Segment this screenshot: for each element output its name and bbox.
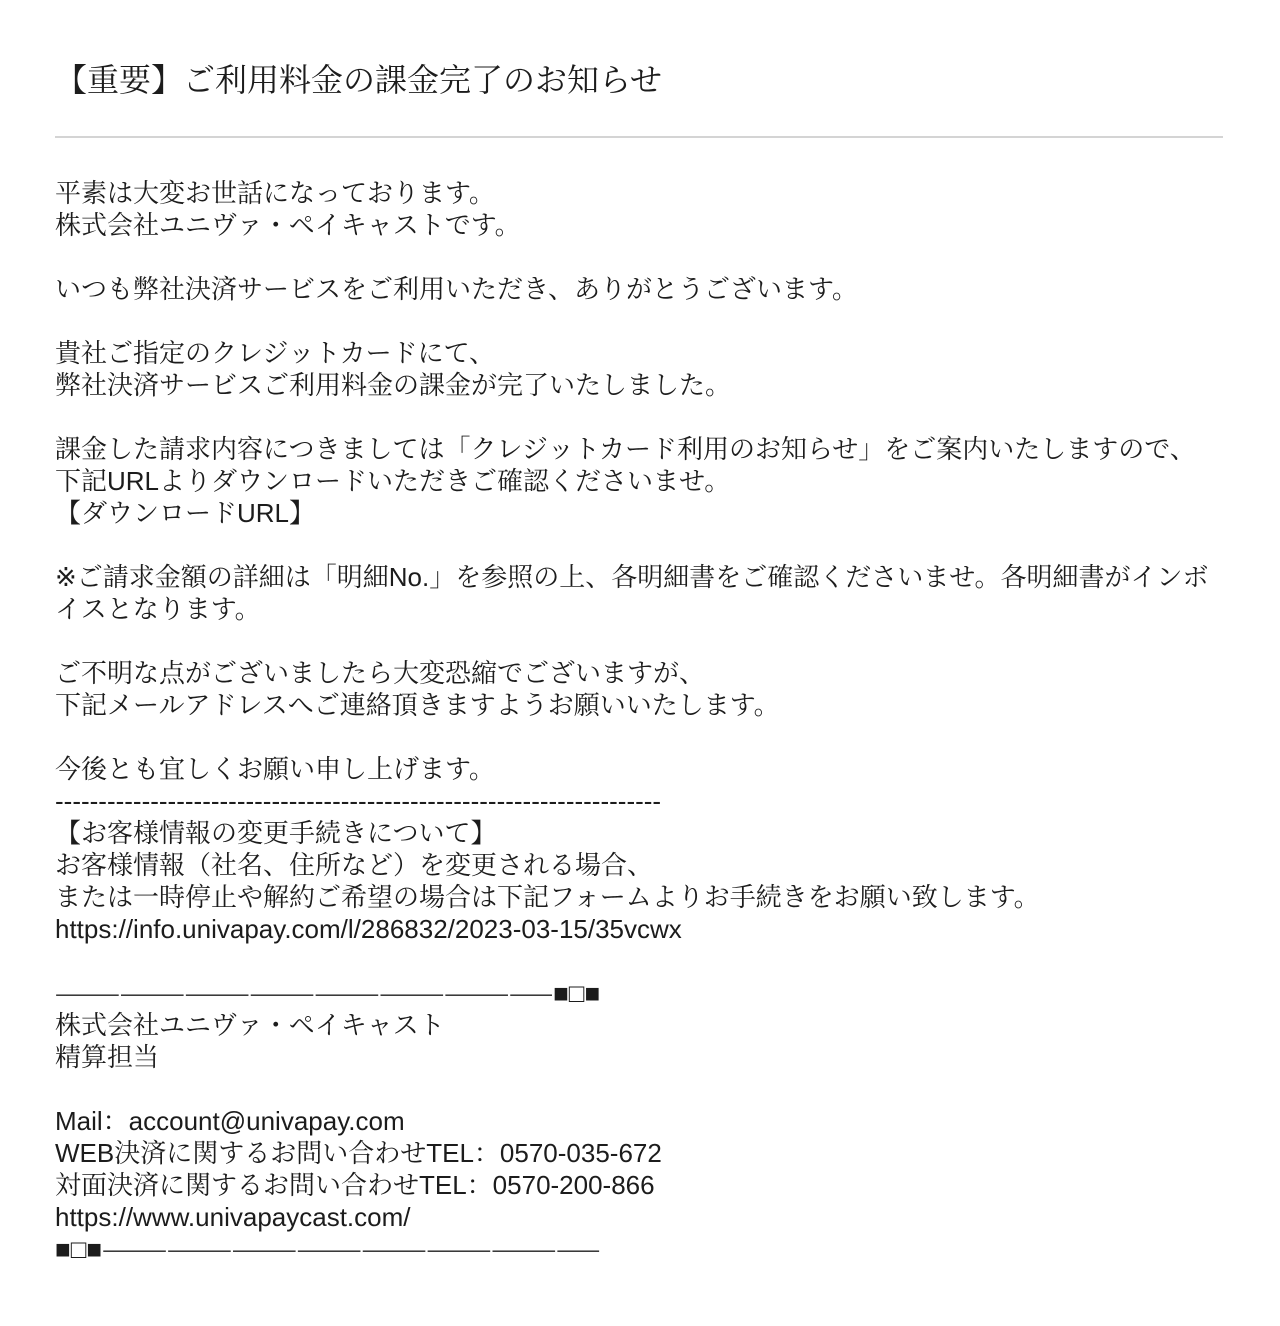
- signature-face-tel: 対面決済に関するお問い合わせTEL：0570-200-866: [55, 1170, 655, 1200]
- thanks-line: いつも弊社決済サービスをご利用いただき、ありがとうございます。: [55, 274, 858, 304]
- charge-notice-line-1: 貴社ご指定のクレジットカードにて、: [55, 338, 496, 368]
- email-content: [55, 177, 1227, 1265]
- thanks-paragraph: [55, 273, 1227, 305]
- change-procedure-line-1: お客様情報（社名、住所など）を変更される場合、: [55, 850, 654, 880]
- closing-line: 今後とも宜しくお願い申し上げます。: [55, 754, 495, 784]
- greeting-line-1: 平素は大変お世話になっております。: [55, 178, 495, 208]
- greeting-paragraph: [55, 177, 1227, 241]
- signature-department: 精算担当: [55, 1042, 160, 1072]
- charge-notice-line-2: 弊社決済サービスご利用料金の課金が完了いたしました。: [55, 370, 732, 400]
- invoice-note-paragraph: [55, 561, 1227, 625]
- mail-address-link[interactable]: account@univapay.com: [128, 1106, 405, 1136]
- signature-web-tel: WEB決済に関するお問い合わせTEL：0570-035-672: [55, 1138, 662, 1168]
- inquiry-line-1: ご不明な点がございましたら大変恐縮でございますが、: [55, 658, 706, 688]
- dashed-separator: ----------------------------------------------------------------------: [55, 786, 662, 816]
- closing-paragraph: [55, 753, 1227, 945]
- signature-contact: [55, 1105, 1227, 1265]
- signature-bottom-border: ■□■⸻⸻⸻⸻⸻⸻⸻⸺: [55, 1234, 601, 1264]
- inquiry-paragraph: [55, 657, 1227, 721]
- download-url-label: 【ダウンロードURL】: [55, 498, 316, 528]
- mail-label: Mail：: [55, 1106, 129, 1136]
- signature-company: 株式会社ユニヴァ・ペイキャスト: [55, 1010, 445, 1040]
- subject-divider: [55, 136, 1223, 138]
- invoice-note: ※ご請求金額の詳細は「明細No.」を参照の上、各明細書をご確認くださいませ。各明細書がインボイスとなります。: [55, 562, 1209, 624]
- signature-top-border: ⸻⸻⸻⸻⸻⸻⸻⸺■□■: [55, 978, 601, 1008]
- greeting-line-2: 株式会社ユニヴァ・ペイキャストです。: [55, 210, 521, 240]
- signature-mail-line: [55, 1105, 1227, 1137]
- download-notice-line-1: 課金した請求内容につきましては「クレジットカード利用のお知らせ」をご案内いたしますので、: [55, 434, 1196, 464]
- email-subject: 【重要】ご利用料金の課金完了のお知らせ: [55, 62, 663, 98]
- download-notice-paragraph: [55, 433, 1227, 529]
- signature-website-link[interactable]: https://www.univapaycast.com/: [55, 1202, 411, 1232]
- change-procedure-line-2: または一時停止や解約ご希望の場合は下記フォームよりお手続きをお願い致します。: [55, 882, 1040, 912]
- change-procedure-heading: 【お客様情報の変更手続きについて】: [55, 818, 497, 848]
- download-notice-line-2: 下記URLよりダウンロードいただきご確認くださいませ。: [55, 466, 731, 496]
- signature-header: [55, 977, 1227, 1073]
- inquiry-line-2: 下記メールアドレスへご連絡頂きますようお願いいたします。: [55, 690, 780, 720]
- charge-notice-paragraph: [55, 337, 1227, 401]
- change-procedure-form-link[interactable]: https://info.univapay.com/l/286832/2023-03-15/35vcwx: [55, 914, 682, 944]
